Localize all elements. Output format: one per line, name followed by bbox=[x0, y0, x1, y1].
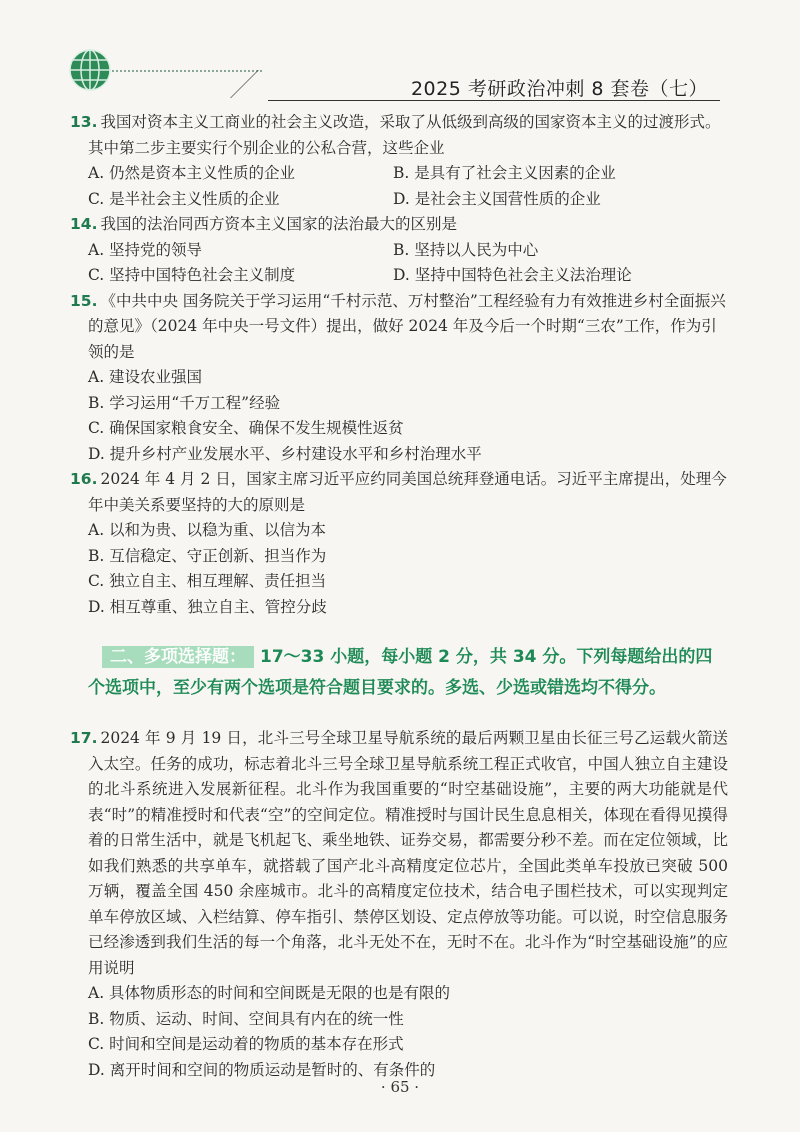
option-d[interactable]: D. 是社会主义国营性质的企业 bbox=[393, 189, 601, 208]
option-b[interactable]: B. 互信稳定、守正创新、担当作为 bbox=[88, 546, 327, 565]
question-stem: 《中共中央 国务院关于学习运用“千村示范、万村整治”工程经验有力有效推进乡村全面振兴的意见》（2024 年中央一号文件）提出，做好 2024 年及今后一个时期“三农”工作，作为引领的是 bbox=[88, 291, 726, 361]
page-number: · 65 · bbox=[380, 1078, 420, 1096]
option-a[interactable]: A. 坚持党的领导 bbox=[88, 240, 203, 259]
option-c[interactable]: C. 是半社会主义性质的企业 bbox=[88, 189, 280, 208]
header-divider bbox=[230, 70, 287, 98]
globe-logo-icon bbox=[68, 48, 112, 92]
section-instructions-line1: 17～33 小题，每小题 2 分，共 34 分。下列每题给出的四 bbox=[260, 647, 713, 667]
options-14 bbox=[88, 238, 728, 289]
question-number: 17. bbox=[70, 729, 98, 747]
question-14 bbox=[70, 212, 728, 238]
question-15 bbox=[70, 289, 728, 366]
question-stem: 2024 年 4 月 2 日，国家主席习近平应约同美国总统拜登通电话。习近平主席提出，处理今年中美关系要坚持的大的原则是 bbox=[88, 470, 727, 514]
option-a[interactable]: A. 仍然是资本主义性质的企业 bbox=[88, 164, 296, 182]
option-c[interactable]: C. 坚持中国特色社会主义制度 bbox=[88, 266, 296, 284]
option-d[interactable]: D. 坚持中国特色社会主义法治理论 bbox=[393, 266, 632, 284]
option-a[interactable]: A. 建设农业强国 bbox=[88, 368, 203, 386]
option-d[interactable]: D. 相互尊重、独立自主、管控分歧 bbox=[88, 597, 327, 616]
question-number: 15. bbox=[70, 291, 98, 310]
header-dotted-line bbox=[112, 70, 262, 72]
option-a[interactable]: A. 具体物质形态的时间和空间既是无限的也是有限的 bbox=[88, 984, 451, 1002]
option-d[interactable]: D. 离开时间和空间的物质运动是暂时的、有条件的 bbox=[88, 1060, 436, 1079]
option-b[interactable]: B. 是具有了社会主义因素的企业 bbox=[393, 164, 616, 182]
question-16 bbox=[70, 467, 728, 518]
question-number: 13. bbox=[70, 113, 98, 131]
option-d[interactable]: D. 提升乡村产业发展水平、乡村建设水平和乡村治理水平 bbox=[88, 444, 482, 463]
question-stem: 2024 年 9 月 19 日，北斗三号全球卫星导航系统的最后两颗卫星由长征三号乙运载火箭送入太空。任务的成功，标志着北斗三号全球卫星导航系统工程正式收官，中国人独立自主建设的北斗系统进入发展新征程。北斗作为我国重要的“时空基础设施”，主要的两大功能就是代表“时”的精准授时和代表“空”的空间定位。精准授时与国计民生息息相关，体现在看得见摸得着的日常生活中，就是飞机起飞、乘坐地铁、证券交易，都需要分秒不差。而在定位领域，比如我们熟悉的共享单车，就搭载了国产北斗高精度定位芯片，全国此类单车投放已突破 500 万辆，覆盖全国 450 余座城市。北斗的高精度定位技术，结合电子围栏技术，可以实现判定单车停放区域、入栏结算、停车指引、禁停区划设、定点停放等功能。可以说，时空信息服务已经渗透到我们生活的每一个角落，北斗无处不在，无时不在。北斗作为“时空基础设施”的应用说明 bbox=[88, 729, 728, 977]
page-header bbox=[0, 0, 800, 110]
section-tag: 二、多项选择题： bbox=[102, 646, 254, 668]
option-c[interactable]: C. 独立自主、相互理解、责任担当 bbox=[88, 572, 327, 590]
question-17 bbox=[70, 726, 728, 981]
question-stem: 我国对资本主义工商业的社会主义改造，采取了从低级到高级的国家资本主义的过渡形式。其中第二步主要实行个别企业的公私合营，这些企业 bbox=[88, 113, 721, 157]
options-13 bbox=[88, 161, 728, 212]
header-rule bbox=[268, 100, 720, 101]
section-instructions-line2: 个选项中，至少有两个选项是符合题目要求的。多选、少选或错选均不得分。 bbox=[88, 678, 666, 698]
option-b[interactable]: B. 学习运用“千万工程”经验 bbox=[88, 393, 281, 412]
option-c[interactable]: C. 确保国家粮食安全、确保不发生规模性返贫 bbox=[88, 419, 404, 437]
option-b[interactable]: B. 坚持以人民为中心 bbox=[393, 240, 539, 259]
question-stem: 我国的法治同西方资本主义国家的法治最大的区别是 bbox=[100, 215, 457, 233]
section-heading bbox=[88, 642, 728, 704]
question-number: 14. bbox=[70, 215, 98, 233]
option-a[interactable]: A. 以和为贵、以稳为重、以信为本 bbox=[88, 521, 327, 539]
question-13 bbox=[70, 110, 728, 161]
option-b[interactable]: B. 物质、运动、时间、空间具有内在的统一性 bbox=[88, 1009, 404, 1028]
page-content bbox=[70, 110, 728, 1083]
page-title: 2025 考研政治冲刺 8 套卷（七） bbox=[410, 78, 708, 100]
question-number: 16. bbox=[70, 470, 98, 488]
option-c[interactable]: C. 时间和空间是运动着的物质的基本存在形式 bbox=[88, 1035, 404, 1053]
